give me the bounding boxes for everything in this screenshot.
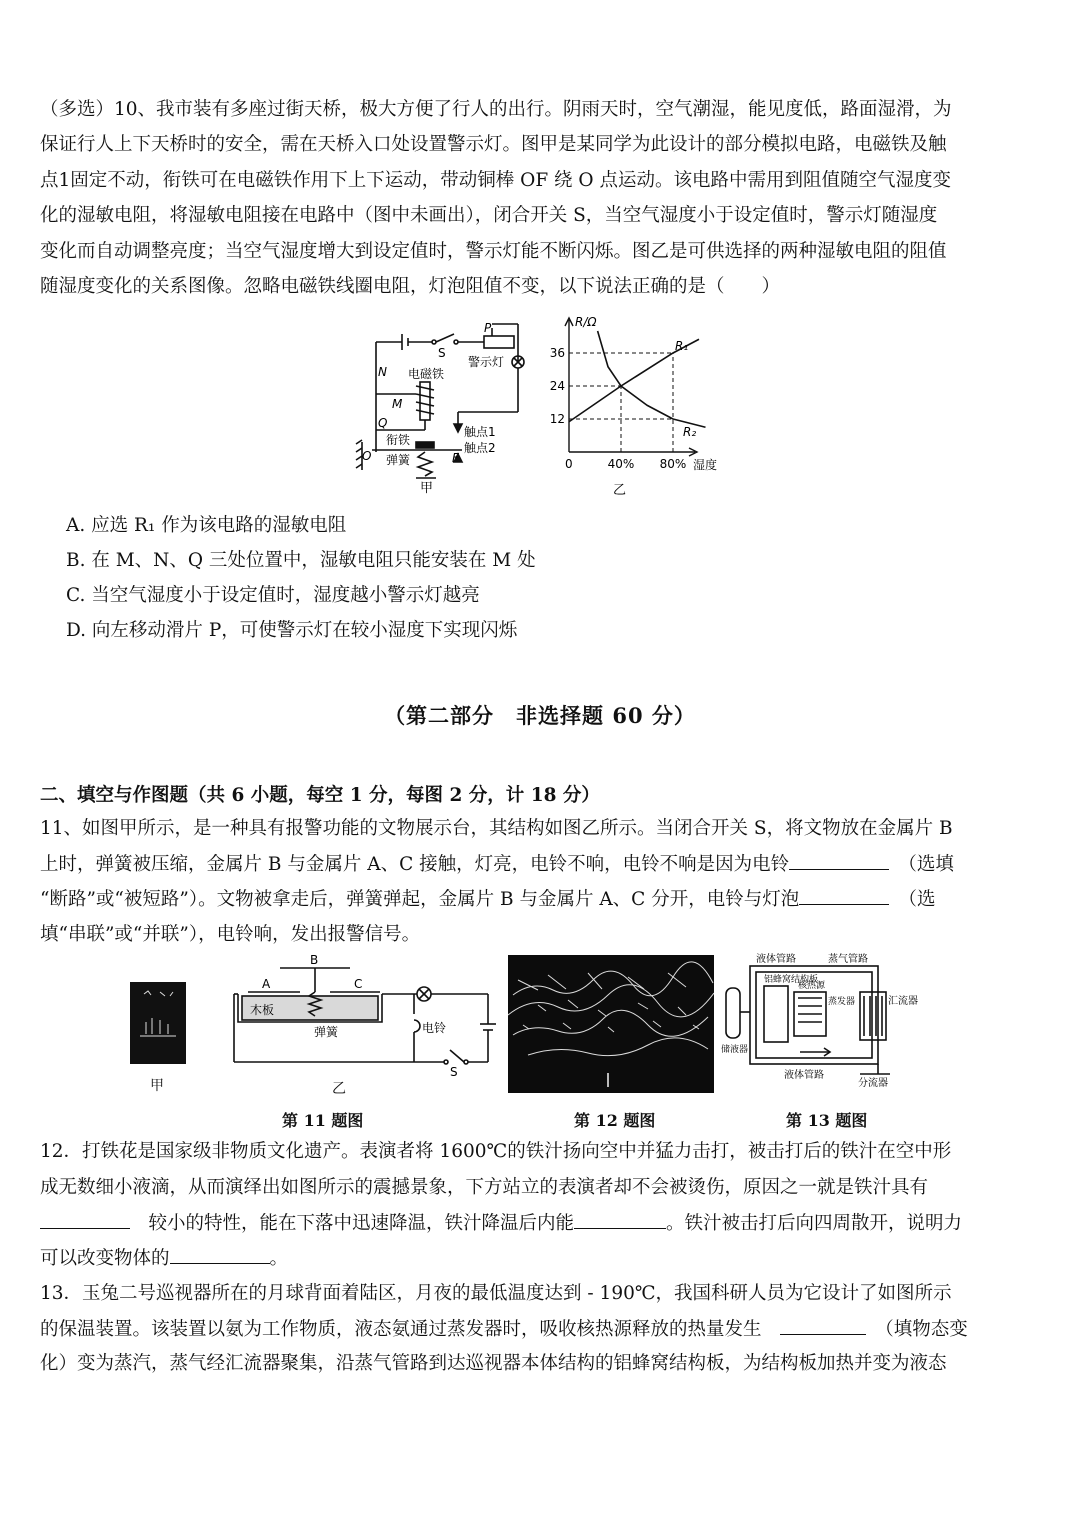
q12-line-2: 成无数细小液滴，从而演绎出如图所示的震撼景象，下方站立的表演者却不会被烫伤，原因之一就是铁汁具有: [40, 1177, 929, 1198]
q11-blank-1[interactable]: [789, 851, 889, 870]
q12-blank-3[interactable]: [170, 1245, 270, 1264]
q11-line-3-end: （选: [907, 889, 936, 910]
q12-line-4: [40, 1245, 1040, 1272]
graph-ytick-36: 36: [549, 346, 565, 360]
circuit-label-o: O: [362, 449, 372, 463]
q11-line-4: 填“串联”或“并联”），电铃响，发出报警信号。: [40, 924, 421, 945]
section2-title: （第二部分 非选择题 60 分）: [384, 703, 696, 728]
q12-line-4-text: 可以改变物体的: [40, 1248, 170, 1269]
q12-line-3: [40, 1210, 1040, 1237]
circuit-label-q: Q: [378, 416, 388, 430]
q10-circuit-diagram: [350, 312, 530, 497]
q11-line-2-end: （选填: [907, 854, 954, 875]
q13-line-2: [40, 1316, 1040, 1343]
q12-line-4-end: 。: [269, 1248, 289, 1269]
graph-ylabel: R/Ω: [575, 315, 597, 329]
circuit-label-p: P: [484, 321, 492, 335]
caption-fig12: 第 12 题图: [574, 1111, 656, 1130]
circuit-label-s: S: [438, 346, 446, 360]
caption-fig11: 第 11 题图: [282, 1111, 364, 1130]
q10-line-1: （多选）10、我市装有多座过街天桥，极大方便了行人的出行。阴雨天时，空气潮湿，能见度低，路面湿滑，为: [40, 99, 952, 120]
q13-label-splitter: 分流器: [858, 1078, 888, 1089]
q11-label-c: C: [354, 977, 363, 991]
q11-line-3-text: “断路”或“被短路”）。文物被拿走后，弹簧弹起，金属片 B 与金属片 A、C 分开，电铃与灯泡: [40, 889, 800, 910]
q10-option-b: B. 在 M、N、Q 三处位置中，湿敏电阻只能安装在 M 处: [66, 550, 536, 571]
q11-caption-yi: 乙: [332, 1081, 346, 1097]
q11-label-bell: 电铃: [422, 1021, 447, 1035]
q10-line-5: 变化而自动调整亮度；当空气湿度增大到设定值时，警示灯能不断闪烁。图乙是可供选择的两种湿敏电阻的阻值: [40, 241, 947, 262]
graph-series-r2: [598, 331, 706, 427]
q10-line-2: 保证行人上下天桥时的安全，需在天桥入口处设置警示灯。图甲是某同学为此设计的部分模拟电路，电磁铁及触: [40, 134, 947, 155]
section2-heading: 二、填空与作图题（共 6 小题，每空 1 分，每图 2 分，计 18 分）: [40, 785, 600, 806]
circuit-label-lamp: 警示灯: [468, 355, 505, 369]
circuit-label-spring: 弹簧: [386, 453, 411, 467]
graph-xlabel: 湿度: [693, 458, 718, 472]
circuit-label-contact2: 触点2: [464, 441, 496, 455]
q11-line-2-text: 上时，弹簧被压缩，金属片 B 与金属片 A、C 接触，灯亮，电铃不响，电铃不响是因为电铃: [40, 854, 790, 875]
q10-option-c: C. 当空气湿度小于设定值时，湿度越小警示灯越亮: [66, 585, 480, 606]
q12-line-3-text: 较小的特性，能在下落中迅速降温，铁汁降温后内能: [148, 1213, 575, 1234]
q11-blank-2[interactable]: [799, 886, 889, 905]
graph-r1-label: R₁: [675, 339, 689, 353]
circuit-label-n: N: [378, 365, 387, 379]
graph-ytick-24: 24: [549, 379, 565, 393]
q10-line-3: 点1固定不动，衔铁可在电磁铁作用下上下运动，带动铜棒 OF 绕 O 点运动。该电路中需用到阻值随空气湿度变: [40, 170, 951, 191]
q11-line-3: [40, 886, 1040, 913]
q11-caption-jia: 甲: [150, 1078, 164, 1094]
q10-line-6: 随湿度变化的关系图像。忽略电磁铁线圈电阻，灯泡阻值不变，以下说法正确的是（ ）: [40, 276, 781, 297]
q13-label-vapor-pipe: 蒸气管路: [828, 954, 868, 965]
graph-xtick-40: 40%: [607, 457, 635, 471]
q10-resistance-graph: [545, 312, 730, 502]
q11-photo-jia: [130, 982, 186, 1064]
q13-line-2-text: 的保温装置。该装置以氨为工作物质，液态氨通过蒸发器时，吸收核热源释放的热量发生: [40, 1319, 762, 1340]
circuit-label-magnet: 电磁铁: [408, 367, 445, 381]
q11-line-2: [40, 851, 1040, 878]
q13-line-3: 化）变为蒸汽，蒸气经汇流器聚集，沿蒸气管路到达巡视器本体结构的铝蜂窝结构板，为结构板加热并变为液态: [40, 1353, 947, 1374]
circuit-caption: 甲: [420, 481, 434, 496]
graph-caption: 乙: [613, 483, 627, 498]
q11-circuit-diagram: [228, 952, 498, 1082]
q12-blank-1[interactable]: [40, 1210, 130, 1229]
q13-line-1: 13．玉兔二号巡视器所在的月球背面着陆区，月夜的最低温度达到 - 190℃，我国科研人员为它设计了如图所示: [40, 1283, 952, 1304]
q12-line-1: 12．打铁花是国家级非物质文化遗产。表演者将 1600℃的铁汁扬向空中并猛力击打，被击打后的铁汁在空中形: [40, 1141, 952, 1162]
q13-label-collector: 汇流器: [888, 996, 918, 1007]
q11-label-s: S: [450, 1065, 458, 1079]
q13-blank-1[interactable]: [780, 1316, 866, 1335]
q10-option-d: D. 向左移动滑片 P，可使警示灯在较小湿度下实现闪烁: [66, 620, 518, 641]
circuit-label-armature: 衔铁: [386, 433, 411, 447]
q11-label-board: 木板: [250, 1003, 275, 1017]
q12-blank-2[interactable]: [574, 1210, 666, 1229]
q13-label-heat-source: 核热源: [798, 981, 826, 991]
q10-option-a: A. 应选 R₁ 作为该电路的湿敏电阻: [66, 515, 347, 536]
graph-r2-label: R₂: [683, 425, 697, 439]
circuit-label-f: F: [452, 451, 459, 465]
q12-photo: [508, 955, 714, 1093]
q13-label-liquid-pipe-top: 液体管路: [756, 954, 796, 965]
q11-label-a: A: [262, 977, 271, 991]
q11-label-spring: 弹簧: [314, 1025, 339, 1039]
caption-fig13: 第 13 题图: [786, 1111, 868, 1130]
q13-label-liquid-pipe-bottom: 液体管路: [784, 1070, 824, 1081]
q13-label-reservoir: 储液器: [721, 1045, 749, 1055]
q13-label-plate: 铝蜂窝结构板: [764, 975, 819, 985]
q13-thermal-device-diagram: [720, 952, 920, 1092]
q11-label-b: B: [310, 953, 319, 967]
circuit-label-m: M: [392, 397, 403, 411]
graph-ytick-12: 12: [549, 412, 565, 426]
q12-line-3-end: 。铁汁被击打后向四周散开，说明力: [666, 1213, 963, 1234]
q11-line-1: 11、如图甲所示，是一种具有报警功能的文物展示台，其结构如图乙所示。当闭合开关 S，将文物放在金属片 B: [40, 818, 953, 839]
q10-line-4: 化的湿敏电阻，将湿敏电阻接在电路中（图中未画出），闭合开关 S，当空气湿度小于设定值时，警示灯随湿度: [40, 205, 938, 226]
graph-xtick-80: 80%: [659, 457, 687, 471]
q13-label-evaporator: 蒸发器: [828, 997, 856, 1007]
graph-origin: 0: [565, 457, 573, 471]
circuit-label-contact1: 触点1: [464, 425, 496, 439]
q13-line-2-end: （填物态变: [884, 1319, 968, 1340]
